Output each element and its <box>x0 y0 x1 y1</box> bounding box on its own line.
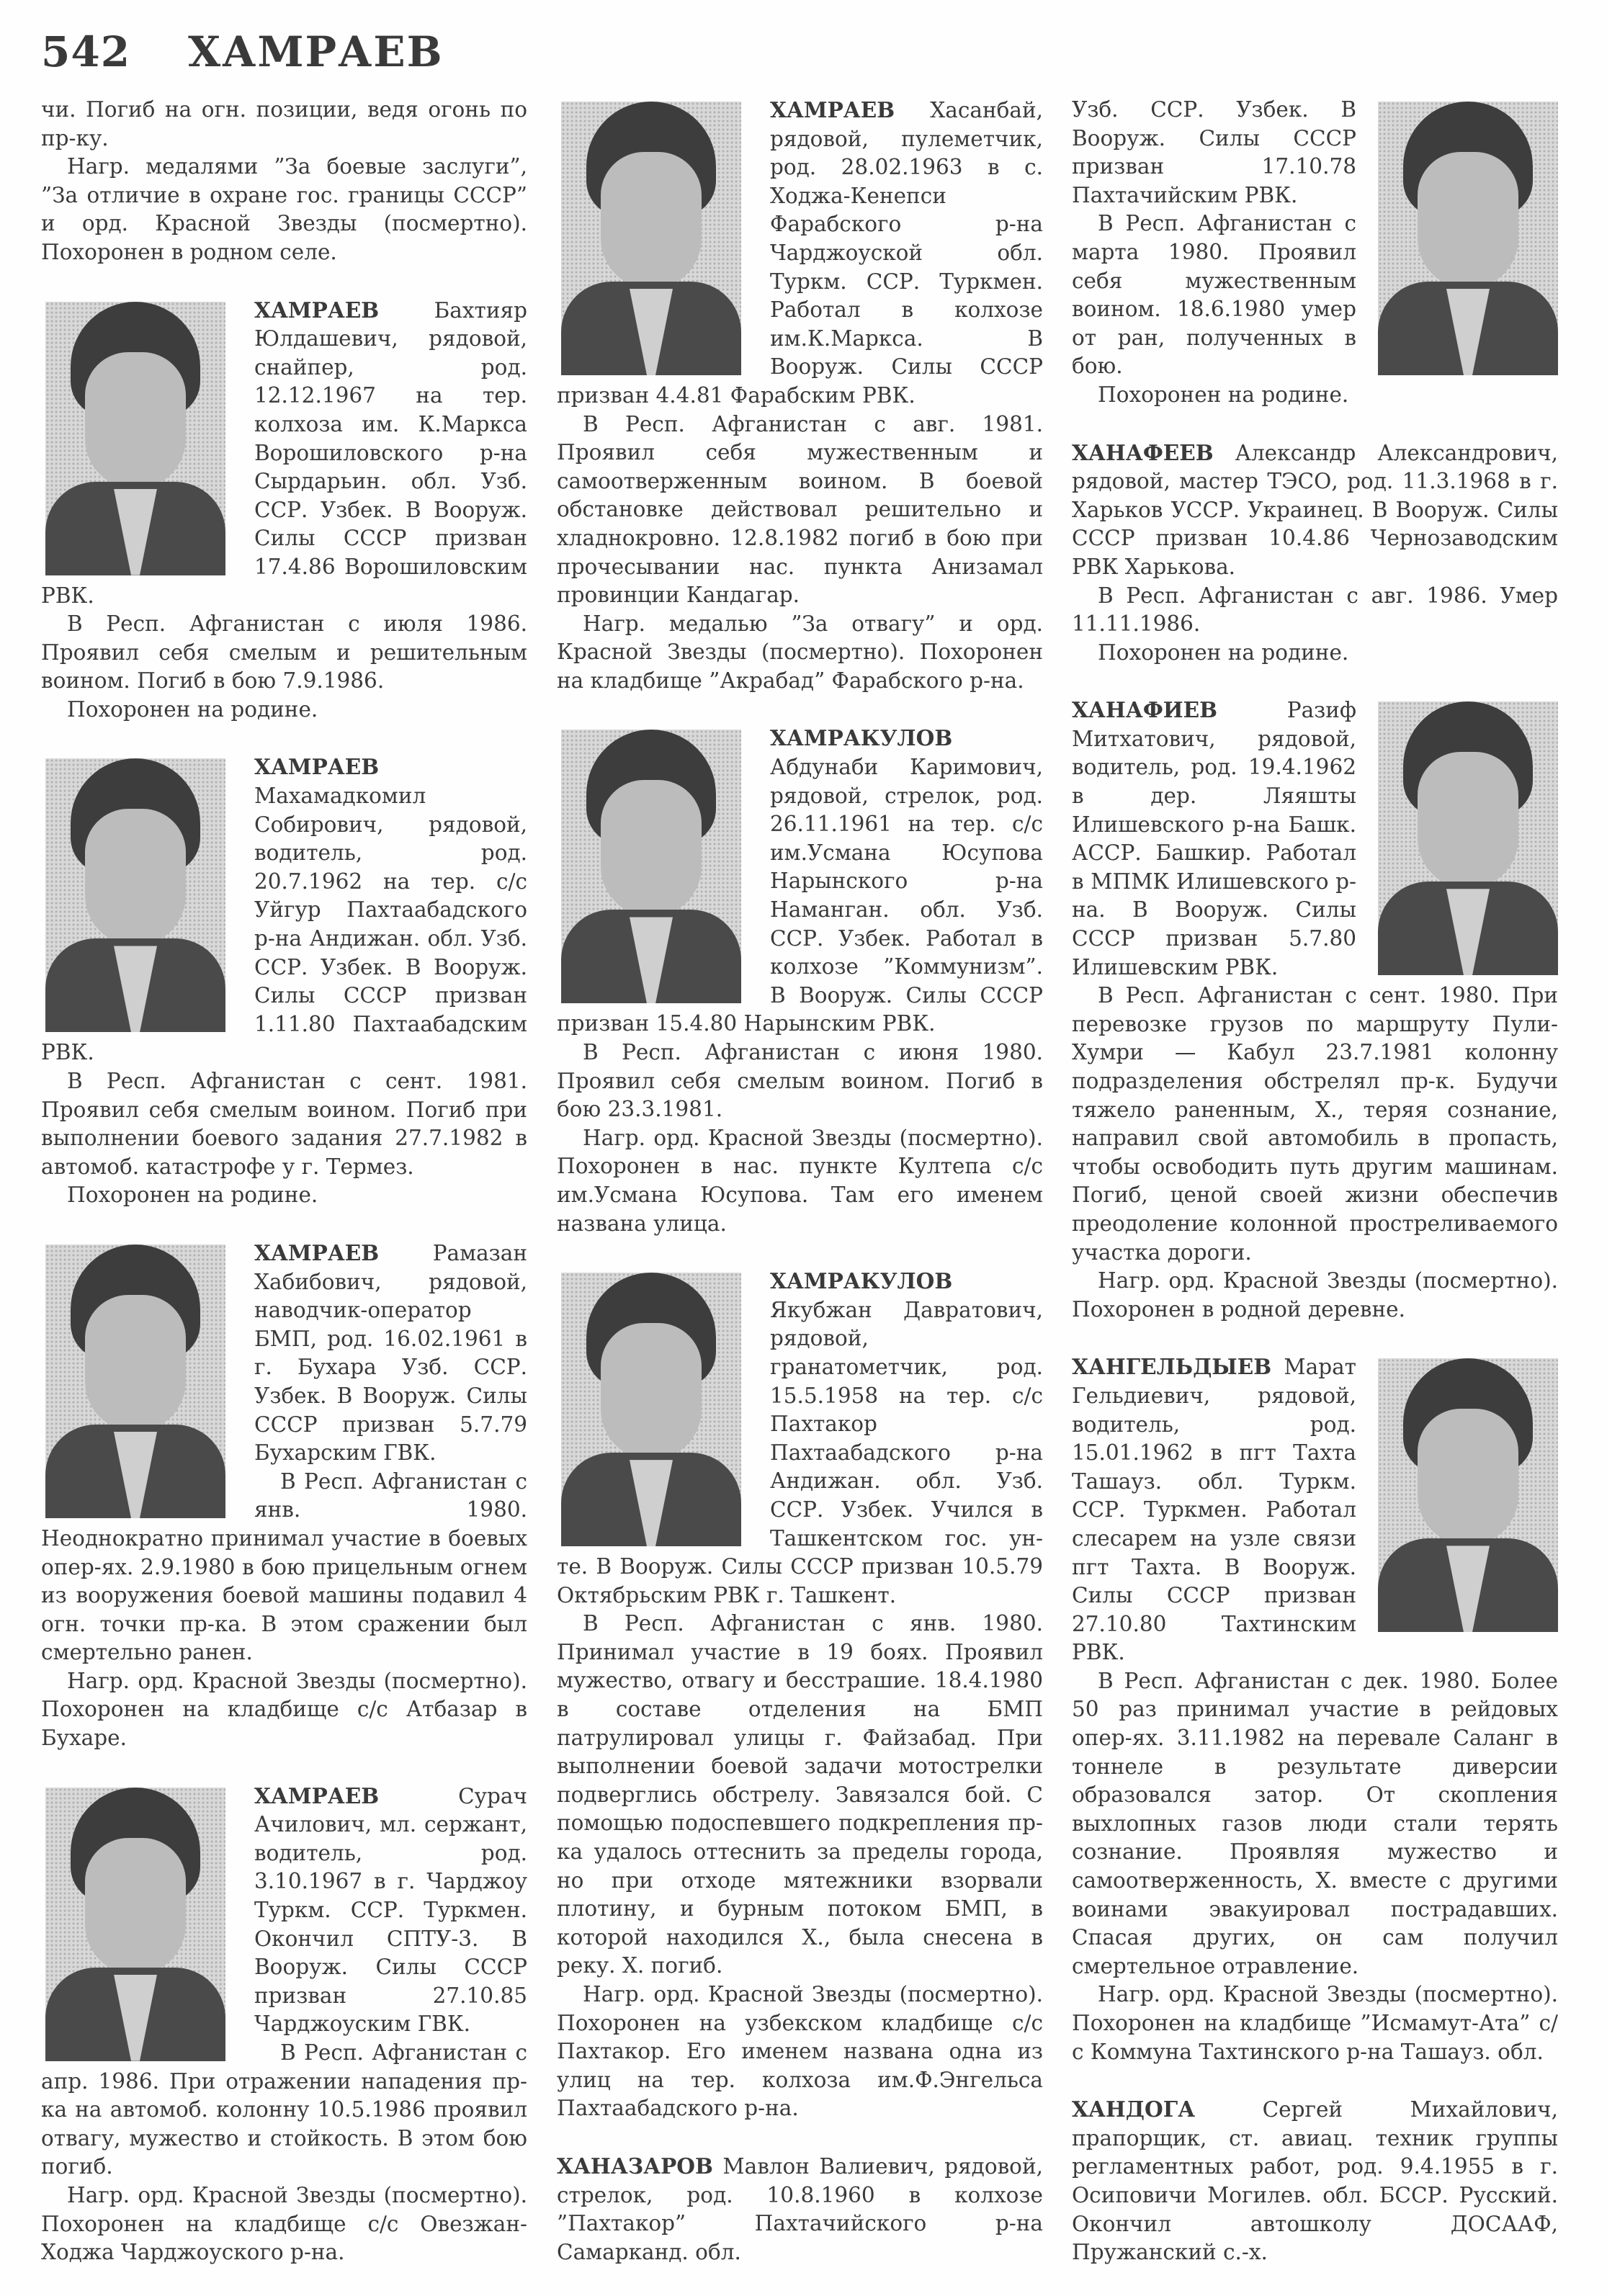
entry-surname: ХАМРАКУЛОВ <box>770 725 953 751</box>
portrait-khamrakulov-abdunabi <box>561 730 741 1003</box>
biography-entry <box>41 753 527 1210</box>
biography-entry <box>41 296 527 725</box>
entry-lead-text: Сергей Михайлович, прапорщик, ст. авиац. техник группы регламентных работ, род. 9.4.1955 в г. Осиповичи Могилев. обл. БССР. Русский. Окончил автошколу ДОСААФ, Пружанский с.-х. <box>1072 2097 1558 2265</box>
column-3 <box>1072 96 1558 2296</box>
portrait-khamraev-surach <box>45 1788 225 2061</box>
portrait-khamraev-makhamadkomil <box>45 758 225 1032</box>
entry-lead-text: Сурач Ачилович, мл. сержант, водитель, род. 3.10.1967 в г. Чарджоу Туркм. ССР. Туркмен. Окончил СПТУ-3. В Вооруж. Силы СССР призван 27.10.85 Чарджоуским ГВК. <box>254 1783 527 2037</box>
entry-surname: ХАНГЕЛЬДЫЕВ <box>1072 1354 1272 1380</box>
entry-paragraph: Похоронен на родине. <box>1098 382 1349 407</box>
biography-entry <box>557 1267 1043 2123</box>
entry-lead-text: Абдунаби Каримович, рядовой, стрелок, род. 26.11.1961 на тер. с/с им.Усмана Юсупова Нарынского р-на Наманган. обл. Узб. ССР. Узбек. Работал в колхозе ”Коммунизм”. В Вооруж. Силы СССР призван 15.4.80 Нарынским РВК. <box>557 755 1043 1036</box>
biography-entry <box>41 1782 527 2267</box>
entry-paragraph: В Респ. Афганистан с авг. 1986. Умер 11.11.1986. <box>1072 583 1558 637</box>
portrait-khanafiev-razif <box>1378 701 1558 975</box>
entry-lead <box>41 96 527 153</box>
entry-paragraph: Нагр. орд. Красной Звезды (посмертно). Похоронен на кладбище с/с Овезжан-Ходжа Чарджоуского р-на. <box>41 2182 527 2265</box>
entry-lead-text: Махамадкомил Собирович, рядовой, водитель, род. 20.7.1962 на тер. с/с Уйгур Пахтаабадского р-на Андижан. обл. Узб. ССР. Узбек. В Вооруж. Силы СССР призван 1.11.80 Пахтаабадским РВК. <box>41 784 527 1065</box>
entry-paragraph: Нагр. орд. Красной Звезды (посмертно). Похоронен в родной деревне. <box>1072 1268 1558 1322</box>
portrait-khamraev-khasanbay <box>561 102 741 375</box>
entry-paragraph: В Респ. Афганистан с сент. 1981. Проявил себя смелым воином. Погиб при выполнении боевого задания 27.7.1982 в автомоб. катастрофе у г. Термез. <box>41 1069 527 1179</box>
entry-surname: ХАНАФЕЕВ <box>1072 439 1214 465</box>
entry-lead-text: Узб. ССР. Узбек. В Вооруж. Силы СССР призван 17.10.78 Пахтачийским РВК. <box>1072 97 1356 207</box>
entry-paragraph: Похоронен на родине. <box>1098 640 1349 665</box>
biography-entry <box>557 2152 1043 2266</box>
entry-paragraph: Нагр. орд. Красной Звезды (посмертно). Похоронен в нас. пункте Култепа с/с им.Усмана Юсупова. Там его именем названа улица. <box>557 1125 1043 1236</box>
biography-entry <box>41 96 527 267</box>
entry-surname: ХАНДОГА <box>1072 2097 1196 2122</box>
entry-paragraph: В Респ. Афганистан с сент. 1980. При перевозке грузов по маршруту Пули-Хумри — Кабул 23.7.1981 колонну подразделения обстрелял пр-к. Будучи тяжело раненным, Х., теряя сознание, направил свой автомобиль в пропасть, чтобы освободить путь другим машинам. Погиб, ценой своей жизни обеспечив преодоление колонной простреливаемого участка дороги. <box>1072 983 1558 1265</box>
entry-lead-text: Александр Александрович, рядовой, мастер ТЭСО, род. 11.3.1968 в г. Харьков УССР. Украинец. В Вооруж. Силы СССР призван 10.4.86 Чернозаводским РВК Харькова. <box>1072 440 1558 579</box>
entry-lead-text: Рамазан Хабибович, рядовой, наводчик-оператор БМП, род. 16.02.1961 в г. Бухара Узб. ССР. Узбек. В Вооруж. Силы СССР призван 5.7.79 Бухарским ГВК. <box>254 1240 527 1466</box>
entry-paragraph: Нагр. орд. Красной Звезды (посмертно). Похоронен на кладбище с/с Атбазар в Бухаре. <box>41 1668 527 1751</box>
entry-surname: ХАМРАЕВ <box>254 297 380 323</box>
portrait-face <box>85 1295 186 1432</box>
biography-entry <box>1072 2095 1558 2267</box>
entry-lead <box>557 2152 1043 2266</box>
entry-lead-text: Разиф Митхатович, рядовой, водитель, род. 19.4.1962 в дер. Ляяшты Илишевского р-на Башк. АССР. Башкир. Работал в МПМК Илишевского р-на. В Вооруж. Силы СССР призван 5.7.80 Илишевским РВК. <box>1072 698 1356 979</box>
entry-lead-text: Мавлон Валиевич, рядовой, стрелок, род. 10.8.1960 в колхозе ”Пахтакор” Пахтачийского р-на Самарканд. обл. <box>557 2153 1043 2264</box>
entry-lead-text: чи. Погиб на огн. позиции, ведя огонь по пр-ку. <box>41 97 527 151</box>
biography-entry <box>557 724 1043 1238</box>
entry-paragraph: В Респ. Афганистан с апр. 1986. При отражении нападения пр-ка на автомоб. колонну 10.5.1986 проявил отвагу, мужество и стойкость. В этом бою погиб. <box>41 2040 527 2179</box>
portrait-khamraev-ramazan <box>45 1245 225 1518</box>
portrait-face <box>601 1323 702 1460</box>
entry-paragraph: Нагр. орд. Красной Звезды (посмертно). Похоронен на узбекском кладбище с/с Пахтакор. Его именем названа одна из улиц на тер. колхоза им.Ф.Энгельса Пахтаабадского р-на. <box>557 1982 1043 2121</box>
entry-surname: ХАМРАЕВ <box>770 97 895 122</box>
portrait-face <box>85 352 186 489</box>
column-2 <box>557 96 1043 2295</box>
entry-lead-text: Якубжан Давратович, рядовой, гранатометчик, род. 15.5.1958 на тер. с/с Пахтакор Пахтаабадского р-на Андижан. обл. Узб. ССР. Узбек. Учился в Ташкентском гос. ун-те. В Вооруж. Силы СССР призван 10.5.79 Октябрьским РВК г. Ташкент. <box>557 1297 1043 1607</box>
entry-lead <box>1072 439 1558 582</box>
entry-surname: ХАНАЗАРОВ <box>557 2153 713 2179</box>
entry-surname: ХАМРАЕВ <box>254 1239 380 1265</box>
portrait-face <box>1418 752 1518 889</box>
column-1 <box>41 96 527 2296</box>
entry-surname: ХАМРАЕВ <box>254 1782 380 1808</box>
entry-paragraph: Похоронен на родине. <box>67 1183 318 1208</box>
page-header <box>41 27 444 85</box>
entry-paragraph: Нагр. орд. Красной Звезды (посмертно). Похоронен на кладбище ”Исмамут-Ата” с/с Коммуна Тахтинского р-на Ташауз. обл. <box>1072 1982 1558 2064</box>
entry-paragraph: В Респ. Афганистан с марта 1980. Проявил себя мужественным воином. 18.6.1980 умер от ран, полученных в бою. <box>1072 211 1356 379</box>
biography-entry <box>1072 96 1558 410</box>
biography-entry <box>557 96 1043 695</box>
portrait-face <box>1418 152 1518 289</box>
entry-paragraph: В Респ. Афганистан с авг. 1981. Проявил себя мужественным и самоотверженным воином. В боевой обстановке действовал решительно и хладнокровно. 12.8.1982 погиб в бою при прочесывании нас. пункта Анизамал провинции Кандагар. <box>557 411 1043 608</box>
entry-paragraph: В Респ. Афганистан с июля 1986. Проявил себя смелым и решительным воином. Погиб в бою 7.9.1986. <box>41 611 527 694</box>
entry-paragraph: Нагр. медалью ”За отвагу” и орд. Красной Звезды (посмертно). Похоронен на кладбище ”Акрабад” Фарабского р-на. <box>557 611 1043 693</box>
entry-paragraph: В Респ. Афганистан с дек. 1980. Более 50 раз принимал участие в рейдовых опер-ях. 3.11.1982 на перевале Саланг в тоннеле в результате диверсии образовался затор. От скопления выхлопных газов люди стали терять сознание. Проявляя мужество и самоотверженность, Х. вместе с другими воинами эвакуировал пострадавших. Спасая других, он сам получил смертельное отравление. <box>1072 1668 1558 1978</box>
entry-lead-text: Хасанбай, рядовой, пулеметчик, род. 28.02.1963 в с. Ходжа-Кенепси Фарабского р-на Чарджоуской обл. Туркм. ССР. Туркмен. Работал в колхозе им.К.Маркса. В Вооруж. Силы СССР призван 4.4.81 Фарабским РВК. <box>557 98 1043 408</box>
portrait-face <box>85 1838 186 1975</box>
entry-surname: ХАМРАЕВ <box>254 754 380 780</box>
portrait-face <box>85 809 186 946</box>
entry-lead-text: Марат Гельдиевич, рядовой, водитель, род. 15.01.1962 в пгт Тахта Ташауз. обл. Туркм. ССР. Туркмен. Работал слесарем на узле связи пгт Тахта. В Вооруж. Силы СССР призван 27.10.80 Тахтинским РВК. <box>1072 1355 1356 1665</box>
entry-surname: ХАМРАКУЛОВ <box>770 1268 953 1294</box>
running-head: ХАМРАЕВ <box>188 27 444 76</box>
entry-paragraph: В Респ. Афганистан с янв. 1980. Неоднократно принимал участие в боевых опер-ях. 2.9.1980 в бою прицельным огнем из вооружения боевой машины подавил 4 огн. точки пр-ка. В этом сражении был смертельно ранен. <box>41 1468 527 1665</box>
entry-paragraph: В Респ. Афганистан с янв. 1980. Принимал участие в 19 боях. Проявил мужество, отвагу и бесстрашие. 18.4.1980 в составе отделения на БМП патрулировал улицы г. Файзабад. При выполнении боевой задачи мотострелки подверглись обстрелу. Завязался бой. С помощью подоспевшего подкрепления пр-ка удалось оттеснить за пределы города, но при отходе мятежники взорвали плотину, и бурным потоком БМП, в которой находился Х., была снесена в реку. Х. погиб. <box>557 1611 1043 1978</box>
page-number: 542 <box>41 27 131 76</box>
portrait-khangeldyev-marat <box>1378 1358 1558 1632</box>
portrait-face <box>601 152 702 289</box>
entry-surname: ХАНАФИЕВ <box>1072 697 1218 723</box>
entry-lead <box>1072 2095 1558 2267</box>
portrait-face <box>601 780 702 917</box>
biography-entry <box>41 1239 527 1753</box>
biography-entry <box>1072 696 1558 1324</box>
portrait-khamraev-bakhtiyar <box>45 302 225 575</box>
portrait-khamrakulov-yakubzhan <box>561 1273 741 1546</box>
portrait-face <box>1418 1409 1518 1546</box>
portrait-khanazarov-mavlon <box>1378 102 1558 375</box>
entry-paragraph: Нагр. медалями ”За боевые заслуги”, ”За отличие в охране гос. границы СССР” и орд. Красной Звезды (посмертно). Похоронен в родном селе. <box>41 154 527 264</box>
entry-paragraph: В Респ. Афганистан с июня 1980. Проявил себя смелым воином. Погиб в бою 23.3.1981. <box>557 1040 1043 1122</box>
entry-lead-text: Бахтияр Юлдашевич, рядовой, снайпер, род. 12.12.1967 на тер. колхоза им. К.Маркса Ворошиловского р-на Сырдарьин. обл. Узб. ССР. Узбек. В Вооруж. Силы СССР призван 17.4.86 Ворошиловским РВК. <box>41 297 527 608</box>
biography-entry <box>1072 439 1558 668</box>
entry-paragraph: Похоронен на родине. <box>67 696 318 722</box>
biography-entry <box>1072 1353 1558 2066</box>
